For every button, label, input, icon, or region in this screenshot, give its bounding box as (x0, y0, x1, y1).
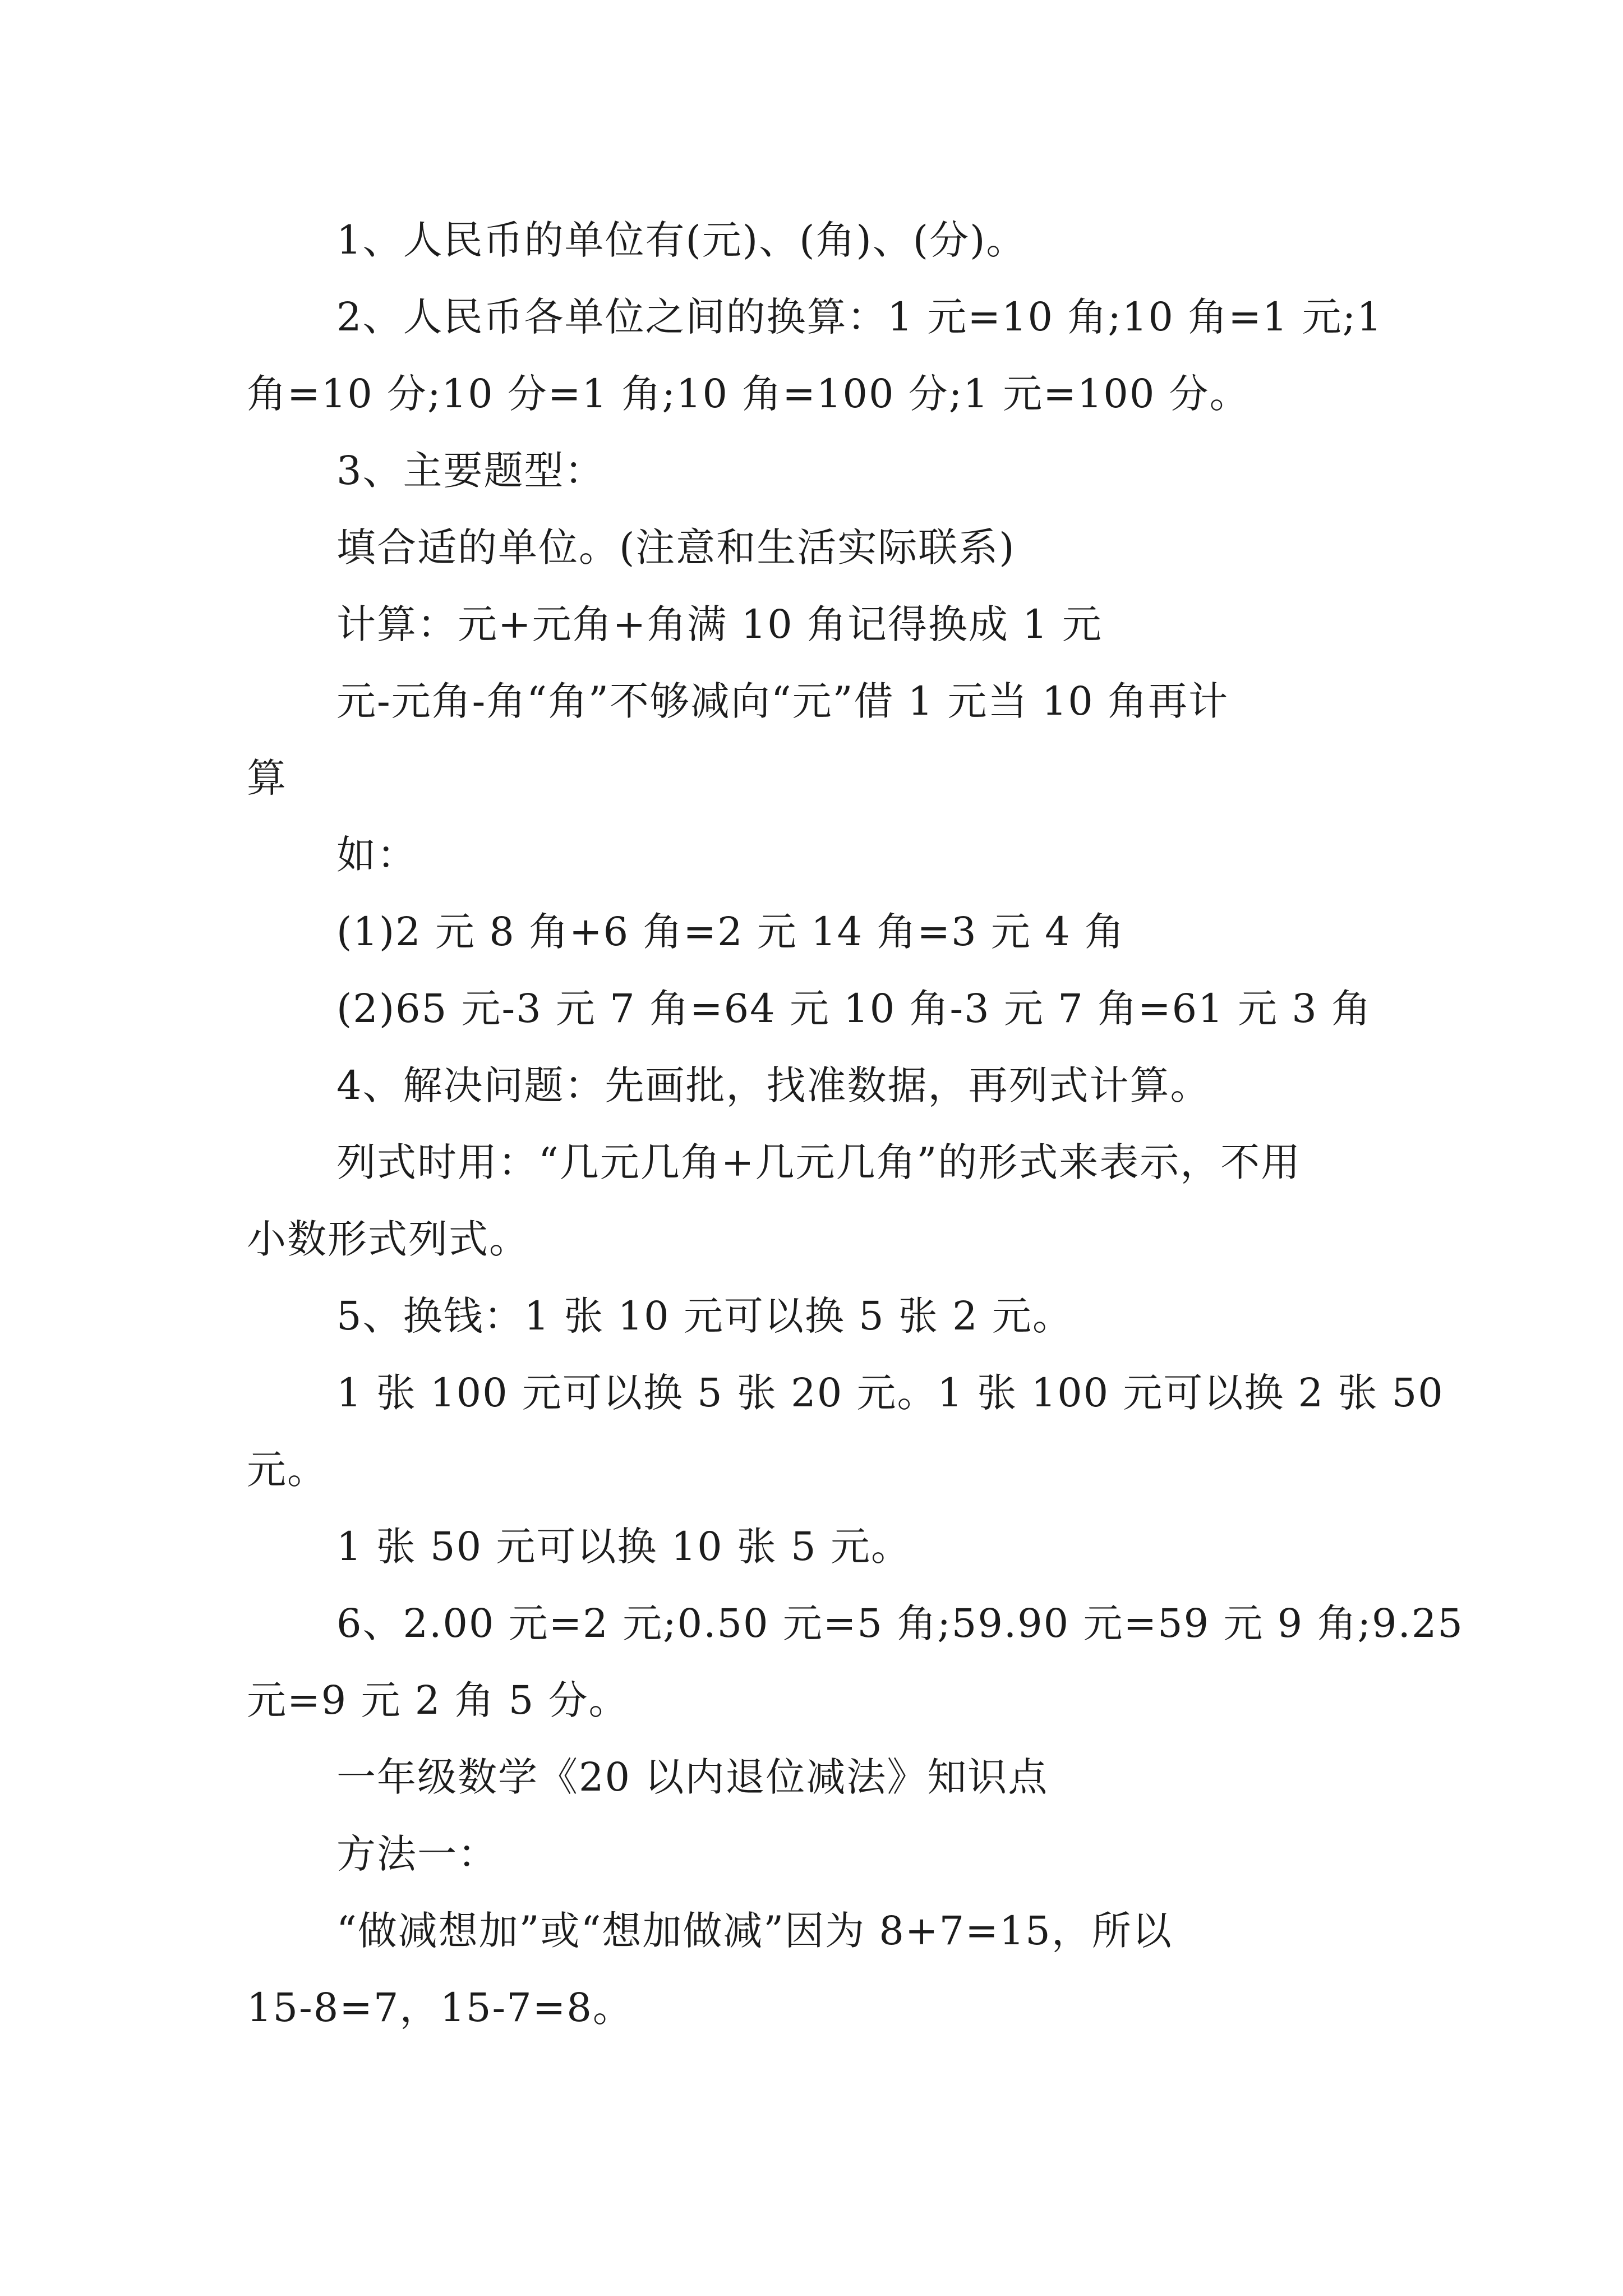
paragraph-line: 2、人民币各单位之间的换算：1 元=10 角;10 角=1 元;1 (336, 294, 1383, 340)
paragraph-line: 6、2.00 元=2 元;0.50 元=5 角;59.90 元=59 元 9 角;9.25 (336, 1600, 1464, 1646)
paragraph-line: (2)65 元-3 元 7 角=64 元 10 角-3 元 7 角=61 元 3 角 (336, 986, 1372, 1032)
paragraph-line: 填合适的单位。(注意和生活实际联系) (336, 524, 1016, 570)
paragraph-line: 4、解决问题：先画批，找准数据，再列式计算。 (336, 1062, 1211, 1108)
paragraph-line: 5、换钱：1 张 10 元可以换 5 张 2 元。 (336, 1293, 1073, 1339)
paragraph-line: 15-8=7，15-7=8。 (247, 1985, 633, 2031)
paragraph-line: 方法一： (336, 1831, 498, 1877)
paragraph-line: 如： (336, 832, 417, 878)
paragraph-line: “做减想加”或“想加做减”因为 8+7=15，所以 (336, 1908, 1173, 1954)
paragraph-line: 1、人民币的单位有(元)、(角)、(分)。 (336, 217, 1027, 263)
paragraph-line: 3、主要题型： (336, 448, 605, 494)
document-body (247, 202, 1464, 2046)
paragraph-line: 算 (247, 755, 287, 801)
paragraph-line: 列式时用：“几元几角+几元几角”的形式来表示，不用 (336, 1139, 1302, 1185)
paragraph-line: 小数形式列式。 (247, 1216, 529, 1262)
paragraph-line: 1 张 100 元可以换 5 张 20 元。1 张 100 元可以换 2 张 50 (336, 1370, 1444, 1416)
paragraph-line: 1 张 50 元可以换 10 张 5 元。 (336, 1524, 911, 1570)
paragraph-line: 元-元角-角“角”不够减向“元”借 1 元当 10 角再计 (336, 678, 1229, 724)
section-heading: 一年级数学《20 以内退位减法》知识点 (336, 1754, 1049, 1800)
paragraph-line: 计算：元+元角+角满 10 角记得换成 1 元 (336, 601, 1103, 647)
paragraph-line: 元。 (247, 1447, 328, 1493)
paragraph-line: 元=9 元 2 角 5 分。 (247, 1677, 629, 1723)
paragraph-line: (1)2 元 8 角+6 角=2 元 14 角=3 元 4 角 (336, 909, 1125, 955)
paragraph-line: 角=10 分;10 分=1 角;10 角=100 分;1 元=100 分。 (247, 371, 1250, 417)
